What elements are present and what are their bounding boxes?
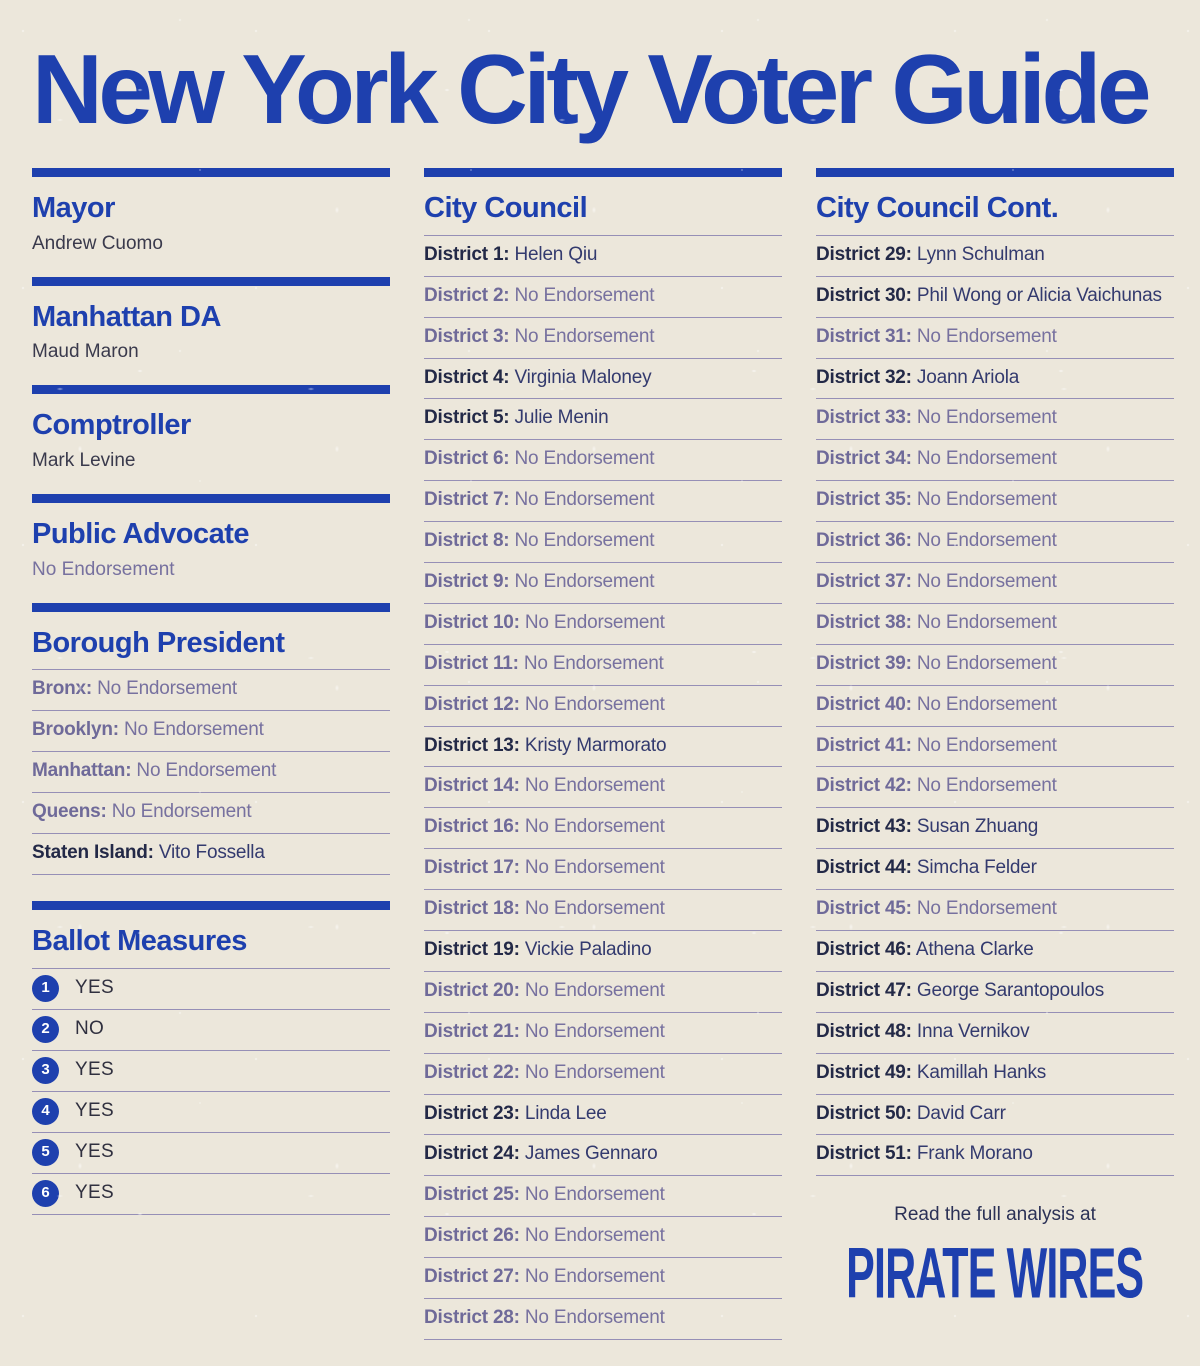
ballot-rows [32,969,390,1215]
borough-president-section [32,603,390,875]
row-value: Athena Clarke [915,938,1034,960]
section-divider-bar [32,603,390,612]
row-label: District 21: [424,1020,520,1042]
measure-number-badge: 5 [32,1139,59,1166]
row-value: No Endorsement [514,448,655,470]
row-value: James Gennaro [524,1143,658,1165]
row-value: No Endorsement [524,1061,665,1083]
endorsement-row [816,277,1174,318]
endorsement-row [816,1095,1174,1136]
row-value: Frank Morano [916,1143,1033,1165]
endorsement-row [424,1258,782,1299]
section-divider-bar [816,168,1174,177]
endorsement-row [816,481,1174,522]
row-label: District 8: [424,530,510,552]
office-section [32,168,390,256]
endorsement-row [424,1217,782,1258]
city-council-rows [424,236,782,1340]
endorsement-row [816,359,1174,400]
row-value: Julie Menin [514,407,609,429]
row-value: No Endorsement [524,1020,665,1042]
endorsement-row [424,399,782,440]
row-label: District 35: [816,489,912,511]
row-label: District 9: [424,570,510,592]
row-label: Bronx: [32,678,93,700]
endorsement-row [424,359,782,400]
row-value: No Endorsement [916,734,1057,756]
section-divider-bar [32,168,390,177]
city-council-cont-rows [816,236,1174,1176]
section-heading: Comptroller [32,409,191,442]
row-label: District 36: [816,530,912,552]
endorsement-row [424,440,782,481]
row-value: No Endorsement [123,719,264,741]
row-label: District 29: [816,243,912,265]
measure-vote: YES [75,1140,114,1162]
section-heading: City Council Cont. [816,191,1174,236]
row-value: George Sarantopoulos [916,979,1105,1001]
row-value: Simcha Felder [916,857,1037,879]
office-section [32,385,390,473]
endorsement-row [424,318,782,359]
endorsement-row [424,1054,782,1095]
row-label: District 4: [424,366,510,388]
row-value: No Endorsement [514,530,655,552]
row-value: No Endorsement [916,407,1057,429]
row-value: Virginia Maloney [514,366,652,388]
row-value: No Endorsement [916,611,1057,633]
measure-vote: YES [75,1058,114,1080]
endorsement-row [424,1299,782,1340]
measure-number-badge: 6 [32,1180,59,1207]
row-value: No Endorsement [916,325,1057,347]
row-value: No Endorsement [111,801,252,823]
section-heading: Manhattan DA [32,300,221,333]
ballot-measure-row [32,969,390,1010]
office-sections [32,168,390,582]
measure-vote: NO [75,1017,105,1039]
row-value: Helen Qiu [514,243,598,265]
endorsement-row [424,727,782,768]
section-divider-bar [424,168,782,177]
ballot-measure-row [32,1133,390,1174]
row-value: No Endorsement [916,448,1057,470]
endorsement-row [816,931,1174,972]
row-value: Kamillah Hanks [916,1061,1047,1083]
row-label: District 38: [816,611,912,633]
endorsement-row [424,604,782,645]
row-label: District 17: [424,857,520,879]
row-label: District 44: [816,857,912,879]
row-value: No Endorsement [524,1225,665,1247]
endorsement-row [816,399,1174,440]
row-label: District 18: [424,898,520,920]
row-label: District 30: [816,284,912,306]
section-heading: Public Advocate [32,517,250,550]
row-label: District 16: [424,816,520,838]
row-label: Queens: [32,801,107,823]
row-value: No Endorsement [524,979,665,1001]
measure-number-badge: 2 [32,1016,59,1043]
row-label: District 13: [424,734,520,756]
row-label: Staten Island: [32,841,154,863]
row-label: District 2: [424,284,510,306]
measure-vote: YES [75,1099,114,1121]
row-value: No Endorsement [916,775,1057,797]
row-label: District 49: [816,1061,912,1083]
endorsement-row [424,236,782,277]
section-divider-bar [32,901,390,910]
endorsement-row [32,752,390,793]
measure-vote: YES [75,1181,114,1203]
row-value: Vito Fossella [158,841,265,863]
row-value: Vickie Paladino [524,938,652,960]
endorsement-row [816,767,1174,808]
endorsement-row [816,1135,1174,1176]
row-label: District 40: [816,693,912,715]
row-value: David Carr [916,1102,1006,1124]
section-endorsement: No Endorsement [32,558,175,580]
section-heading: Ballot Measures [32,924,390,969]
row-label: District 32: [816,366,912,388]
endorsement-row [424,1176,782,1217]
row-label: District 37: [816,570,912,592]
row-value: No Endorsement [524,816,665,838]
row-label: District 12: [424,693,520,715]
row-value: No Endorsement [97,678,237,700]
measure-vote: YES [75,976,114,998]
page-title: New York City Voter Guide [32,34,1148,144]
row-label: District 25: [424,1184,520,1206]
endorsement-row [32,793,390,834]
row-value: Susan Zhuang [916,816,1039,838]
row-value: No Endorsement [524,898,665,920]
row-value: Lynn Schulman [916,243,1045,265]
city-council-cont-section [816,168,1174,1176]
endorsement-row [424,1095,782,1136]
row-label: District 22: [424,1061,520,1083]
ballot-measure-row [32,1092,390,1133]
endorsement-row [816,522,1174,563]
row-label: District 26: [424,1225,520,1247]
endorsement-row [424,972,782,1013]
endorsement-row [424,645,782,686]
section-divider-bar [32,277,390,286]
row-value: No Endorsement [524,857,665,879]
endorsement-row [816,849,1174,890]
row-label: District 42: [816,775,912,797]
endorsement-row [816,645,1174,686]
row-label: District 6: [424,448,510,470]
row-label: District 20: [424,979,520,1001]
section-endorsement: Maud Maron [32,341,139,363]
row-value: Joann Ariola [916,366,1020,388]
row-value: No Endorsement [514,325,655,347]
endorsement-row [816,972,1174,1013]
endorsement-row [816,236,1174,277]
endorsement-row [424,890,782,931]
row-label: District 46: [816,938,912,960]
borough-rows [32,670,390,874]
endorsement-row [424,522,782,563]
endorsement-row [424,686,782,727]
row-label: Brooklyn: [32,719,119,741]
row-label: District 5: [424,407,510,429]
ballot-measure-row [32,1010,390,1051]
section-heading: Borough President [32,626,390,671]
endorsement-row [424,767,782,808]
endorsement-row [32,711,390,752]
row-value: No Endorsement [524,1184,665,1206]
endorsement-row [816,563,1174,604]
row-value: Linda Lee [524,1102,607,1124]
row-label: District 33: [816,407,912,429]
row-value: No Endorsement [524,611,665,633]
endorsement-row [32,834,390,875]
measure-number-badge: 3 [32,1057,59,1084]
section-divider-bar [32,385,390,394]
office-section [32,494,390,582]
row-label: District 31: [816,325,912,347]
row-value: No Endorsement [514,570,655,592]
row-label: District 7: [424,489,510,511]
endorsement-row [424,849,782,890]
pirate-wires-logo: PIRATE WIRES [846,1233,1144,1314]
row-label: District 34: [816,448,912,470]
row-label: District 19: [424,938,520,960]
row-label: District 11: [424,652,519,674]
columns [32,168,1174,1366]
row-value: No Endorsement [514,284,655,306]
endorsement-row [424,563,782,604]
column-left [32,168,390,1366]
endorsement-row [816,318,1174,359]
row-label: District 41: [816,734,912,756]
row-value: No Endorsement [916,693,1057,715]
section-endorsement: Andrew Cuomo [32,232,163,254]
endorsement-row [816,808,1174,849]
row-label: District 47: [816,979,912,1001]
row-label: District 39: [816,652,912,674]
footer [816,1204,1174,1314]
endorsement-row [816,1054,1174,1095]
section-endorsement: Mark Levine [32,450,136,472]
row-value: No Endorsement [916,530,1057,552]
endorsement-row [816,727,1174,768]
ballot-measure-row [32,1051,390,1092]
row-value: No Endorsement [524,1266,665,1288]
office-section [32,277,390,365]
endorsement-row [816,440,1174,481]
endorsement-row [816,604,1174,645]
row-label: District 24: [424,1143,520,1165]
row-label: District 51: [816,1143,912,1165]
section-divider-bar [32,494,390,503]
measure-number-badge: 4 [32,1098,59,1125]
row-label: District 3: [424,325,510,347]
row-label: District 1: [424,243,510,265]
column-middle [424,168,782,1366]
row-value: No Endorsement [523,652,664,674]
row-value: No Endorsement [916,652,1057,674]
row-label: District 14: [424,775,520,797]
row-value: Phil Wong or Alicia Vaichunas [916,284,1162,306]
measure-number-badge: 1 [32,975,59,1002]
row-value: No Endorsement [524,693,665,715]
endorsement-row [424,808,782,849]
endorsement-row [424,1135,782,1176]
row-value: No Endorsement [524,1307,665,1328]
row-value: No Endorsement [916,570,1057,592]
row-value: No Endorsement [916,489,1057,511]
row-label: District 23: [424,1102,520,1124]
row-value: Inna Vernikov [916,1020,1030,1042]
section-heading: City Council [424,191,782,236]
endorsement-row [424,481,782,522]
endorsement-row [424,1013,782,1054]
row-label: District 50: [816,1102,912,1124]
endorsement-row [816,890,1174,931]
city-council-section [424,168,782,1340]
column-right [816,168,1174,1366]
row-label: Manhattan: [32,760,132,782]
ballot-measures-section [32,901,390,1215]
row-label: District 27: [424,1266,520,1288]
row-label: District 48: [816,1020,912,1042]
row-label: District 28: [424,1307,520,1328]
endorsement-row [424,931,782,972]
row-value: No Endorsement [514,489,655,511]
row-label: District 43: [816,816,912,838]
row-value: Kristy Marmorato [524,734,667,756]
endorsement-row [32,670,390,711]
row-value: No Endorsement [136,760,277,782]
section-heading: Mayor [32,191,115,224]
endorsement-row [816,1013,1174,1054]
row-value: No Endorsement [916,898,1057,920]
endorsement-row [424,277,782,318]
row-label: District 10: [424,611,520,633]
endorsement-row [816,686,1174,727]
row-value: No Endorsement [524,775,665,797]
ballot-measure-row [32,1174,390,1215]
footer-text: Read the full analysis at [894,1204,1096,1226]
row-label: District 45: [816,898,912,920]
